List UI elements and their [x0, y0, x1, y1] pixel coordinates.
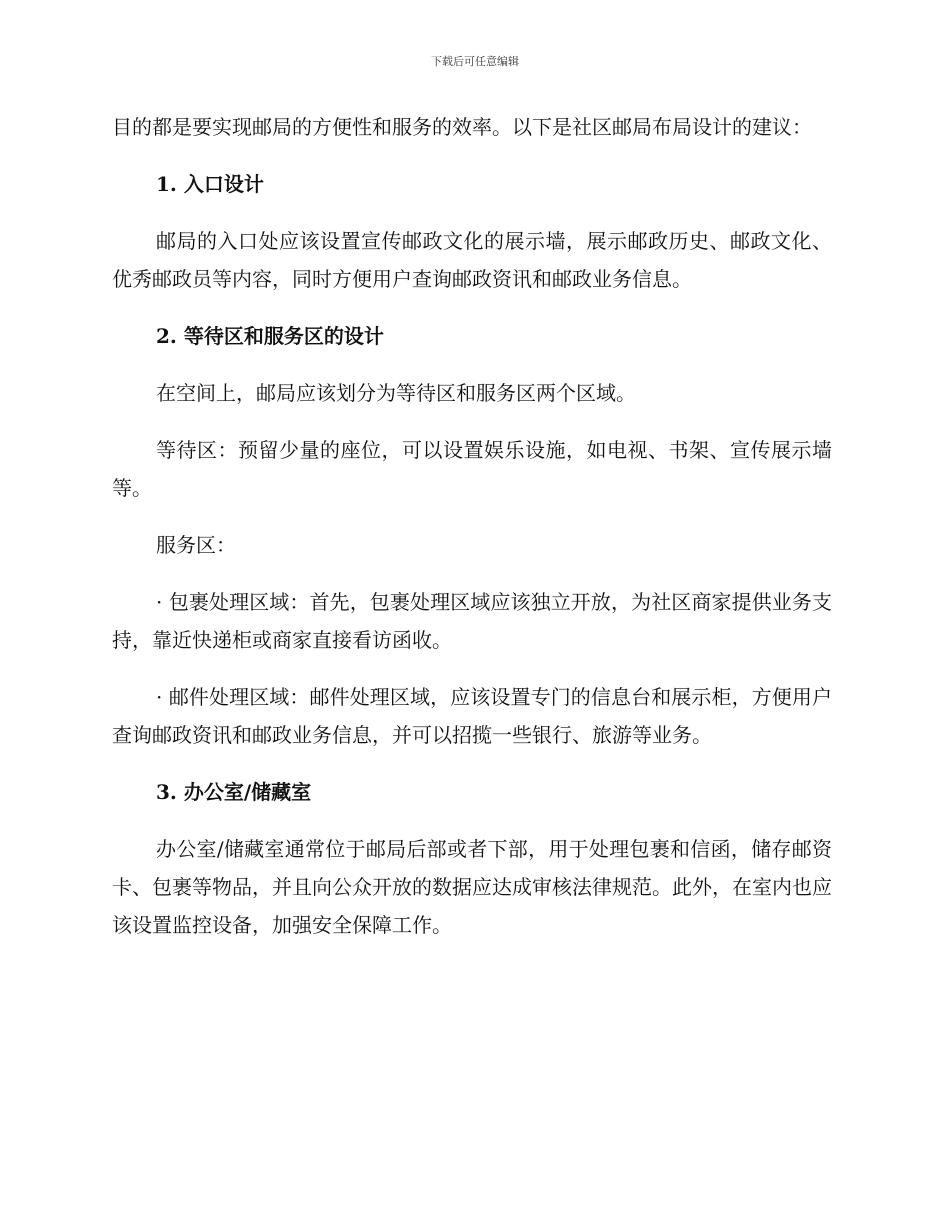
page-header: 下载后可任意编辑 — [431, 55, 519, 68]
section-heading-waiting-service: 2. 等待区和服务区的设计 — [156, 324, 384, 348]
entrance-paragraph: 邮局的入口处应该设置宣传邮政文化的展示墙，展示邮政历史、邮政文化、优秀邮政员等内容，同时方便用户查询邮政资讯和邮政业务信息。 — [112, 229, 832, 291]
intro-paragraph: 目的都是要实现邮局的方便性和服务的效率。以下是社区邮局布局设计的建议： — [112, 115, 812, 139]
mail-area-bullet: · 邮件处理区域：邮件处理区域，应该设置专门的信息台和展示柜，方便用户查询邮政资讯和邮政业务信息，并可以招揽一些银行、旅游等业务。 — [112, 685, 832, 747]
waiting-area-paragraph: 等待区：预留少量的座位，可以设置娱乐设施，如电视、书架、宣传展示墙等。 — [112, 438, 832, 500]
section-heading-entrance: 1. 入口设计 — [156, 172, 264, 196]
space-division-paragraph: 在空间上，邮局应该划分为等待区和服务区两个区域。 — [156, 381, 636, 405]
office-storage-paragraph: 办公室/储藏室通常位于邮局后部或者下部，用于处理包裹和信函，储存邮资卡、包裹等物品，并且向公众开放的数据应达成审核法律规范。此外，在室内也应该设置监控设备，加强安全保障工作。 — [112, 837, 832, 937]
service-area-label: 服务区： — [156, 533, 236, 557]
document-body — [112, 108, 832, 963]
parcel-area-bullet: · 包裹处理区域：首先，包裹处理区域应该独立开放，为社区商家提供业务支持，靠近快递柜或商家直接看访函收。 — [112, 590, 832, 652]
section-heading-office-storage: 3. 办公室/储藏室 — [156, 780, 312, 804]
